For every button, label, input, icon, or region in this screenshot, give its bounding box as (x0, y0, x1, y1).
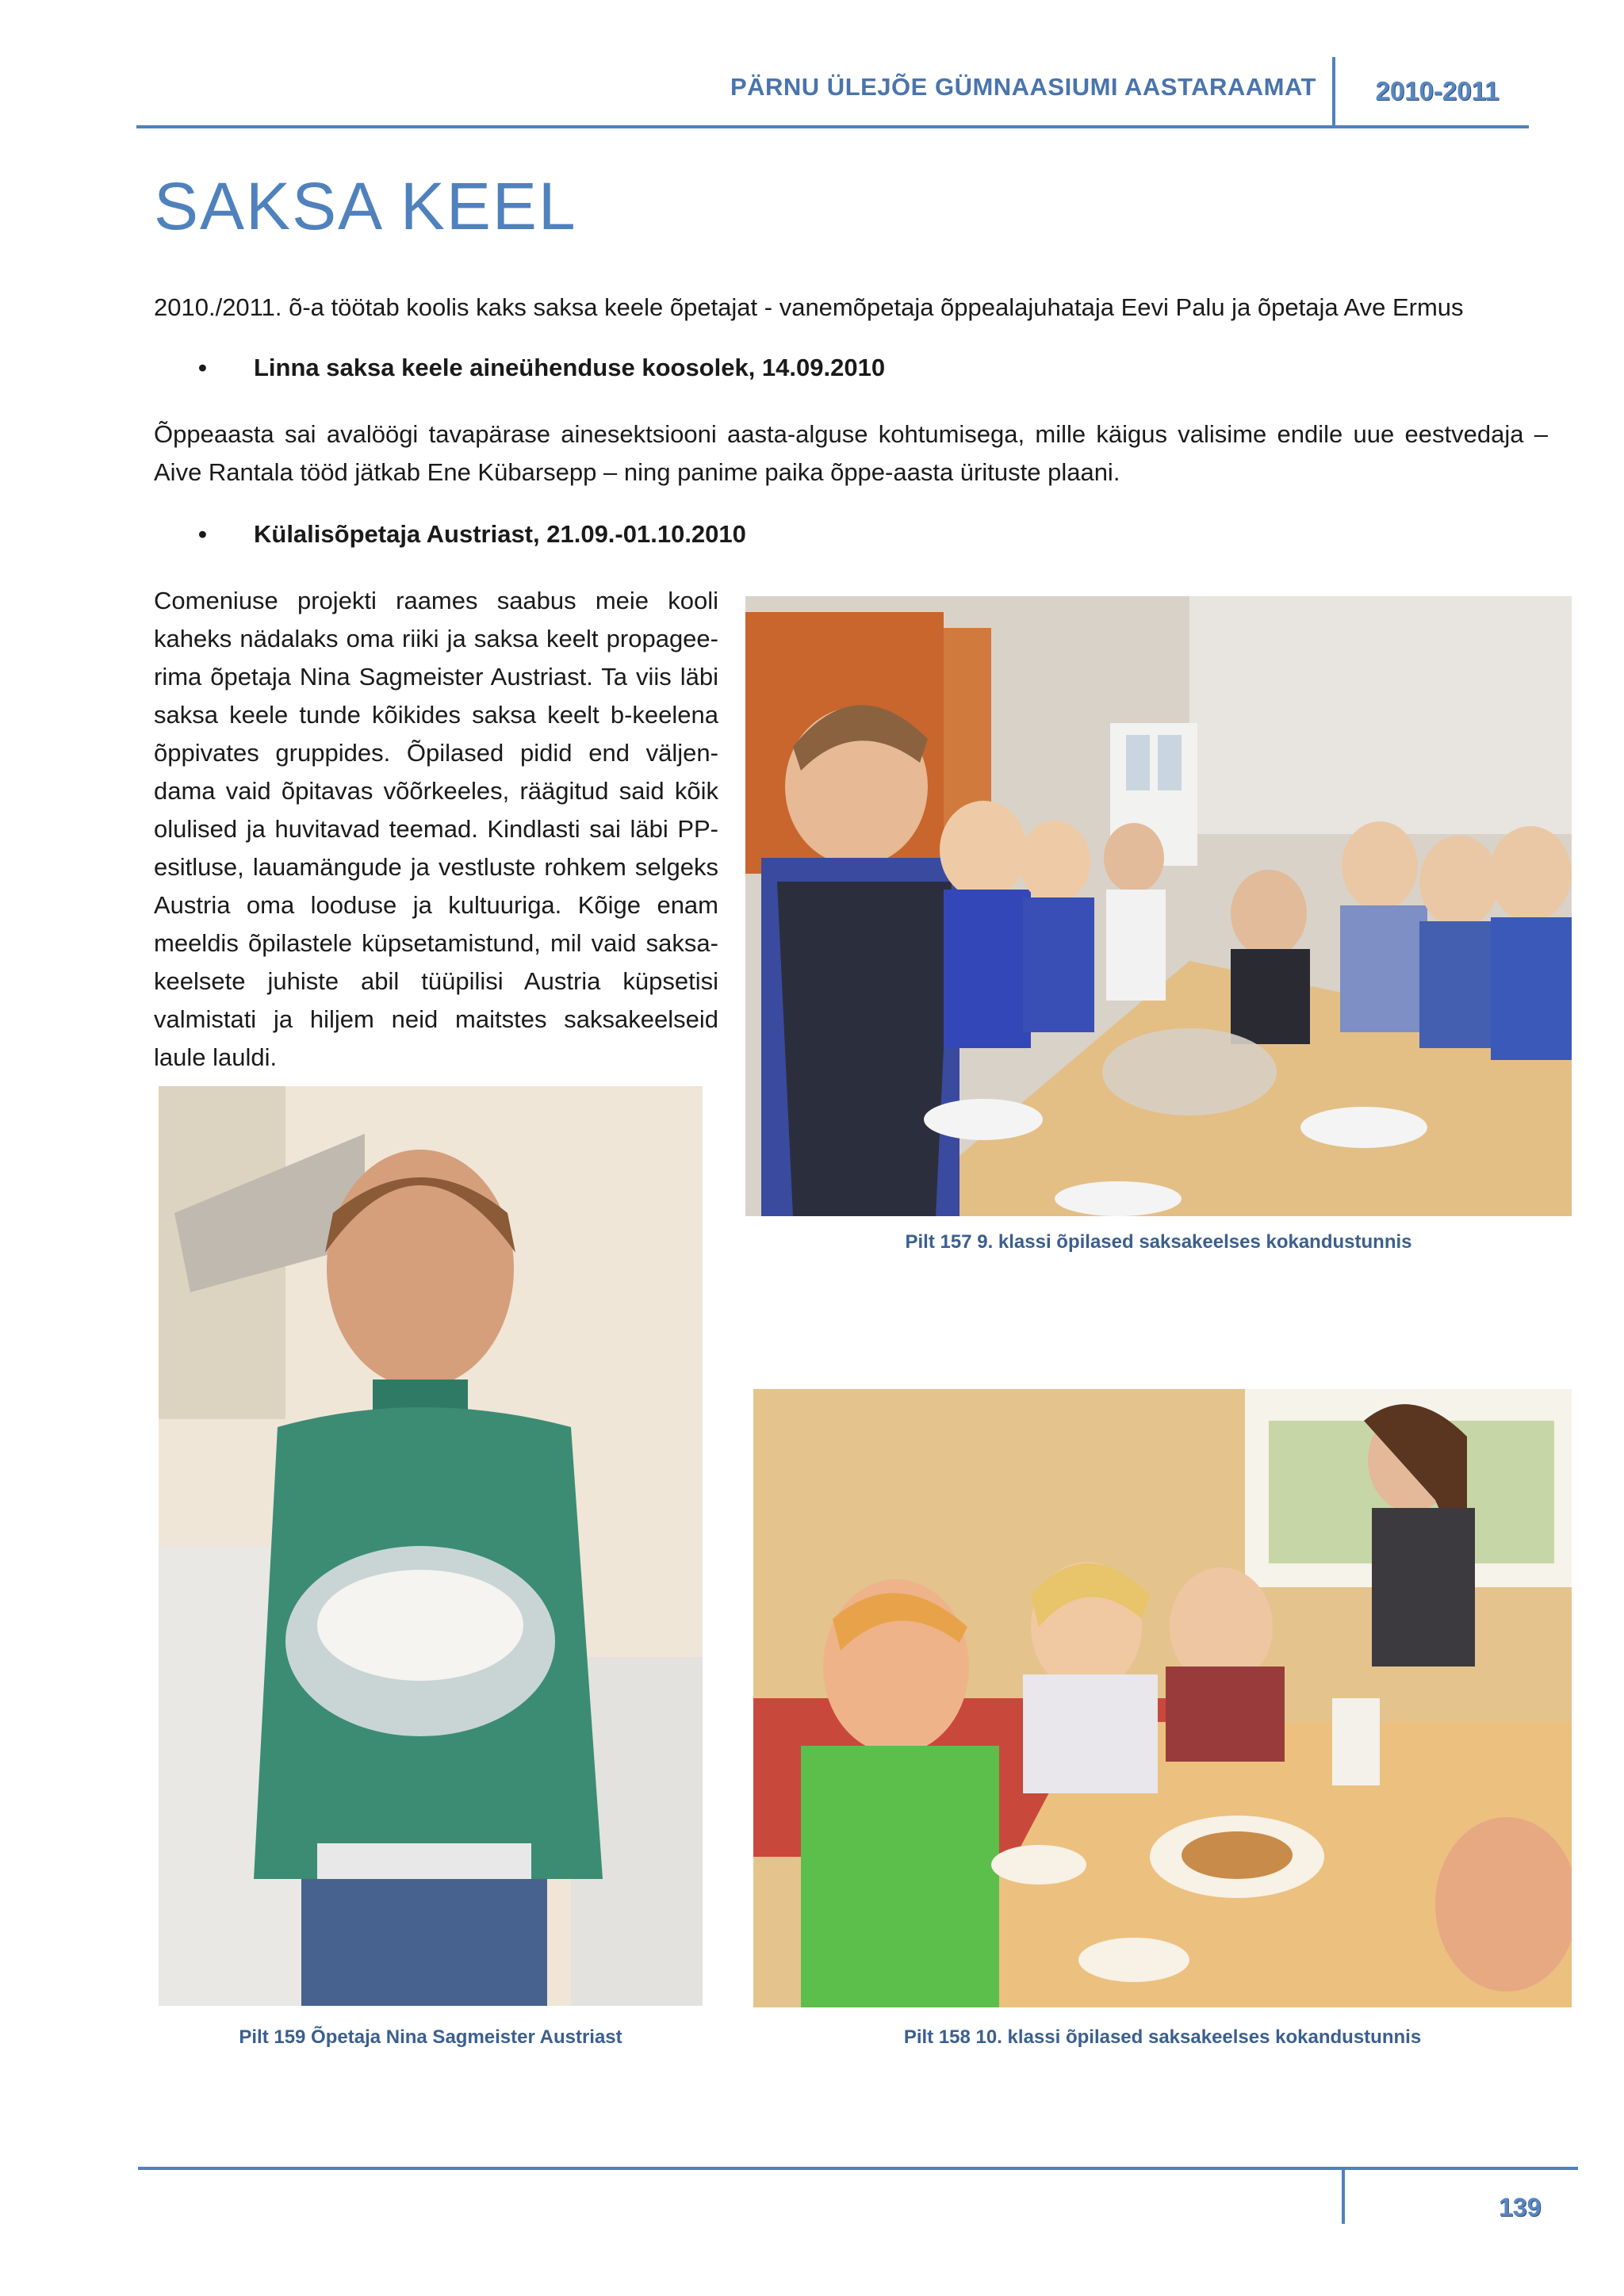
photo-students-cooking-class-10 (753, 1389, 1572, 2007)
bullet-dot: • (198, 520, 207, 548)
yearbook-title: PÄRNU ÜLEJÕE GÜMNAASIUMI AASTARAAMAT (730, 73, 1316, 101)
caption-pilt-159: Pilt 159 Õpetaja Nina Sagmeister Austriast (239, 2026, 622, 2048)
bullet-text: Linna saksa keele aineühenduse koosolek, 14.09.2010 (254, 354, 886, 381)
photo-students-cooking-class-9 (745, 596, 1572, 1216)
caption-pilt-157: Pilt 157 9. klassi õpilased saksakeelses kokandustunnis (905, 1231, 1412, 1253)
bullet-item-2 (198, 520, 746, 549)
intro-paragraph: 2010./2011. õ-a töötab koolis kaks saksa keele õpetajat - vanemõpetaja õppealajuhataja Eevi Palu ja õpetaja Ave Ermus (154, 293, 1464, 321)
bullet-item-1 (198, 354, 885, 382)
page-title: SAKSA KEEL (154, 169, 577, 243)
footer-divider (1342, 2167, 1345, 2224)
yearbook-year: 2010-2011 (1375, 76, 1500, 105)
bullet-text: Külalisõpetaja Austriast, 21.09.-01.10.2010 (254, 520, 746, 548)
bullet-dot: • (198, 354, 207, 381)
photo-teacher-nina-sagmeister (159, 1086, 703, 2006)
header-divider (1332, 57, 1335, 127)
caption-pilt-158: Pilt 158 10. klassi õpilased saksakeelses kokandustunnis (903, 2026, 1422, 2048)
paragraph-meeting: Õppeaasta sai avalöögi tavapärase ainesektsiooni aasta-alguse kohtumisega, mille käigus valisime endile uue eestvedaja – Aive Rantala tööd jätkab Ene Kübarsepp – ning panime paika õppe-aasta ürituste plaani. (154, 420, 1548, 486)
footer-rule (138, 2167, 1578, 2170)
paragraph-guest-teacher: Comeniuse projekti raames saabus meie kooli kaheks nädalaks oma riiki ja saksa keelt propagee-rima õpetaja Nina Sagmeister Austriast. Ta viis läbi saksa keele tunde kõikides saksa keelt b-keelena õppivates gruppides. Õpilased pidid end väljen-dama vaid õpitavas võõrkeeles, räägitud said kõik olulised ja huvitavad teemad. Kindlasti sai läbi PP-esitluse, lauamängude ja vestluste rohkem selgeks Austria oma looduse ja kultuuriga. Kõige enam meeldis õpilastele küpsetamistund, mil vaid saksa-keelsete juhiste abil tüüpilisi Austria küpsetisi valmistati ja hiljem neid maitstes saksakeelseid laule lauldi. (154, 587, 718, 1071)
header-rule (136, 125, 1529, 128)
page-number: 139 (1499, 2193, 1542, 2221)
